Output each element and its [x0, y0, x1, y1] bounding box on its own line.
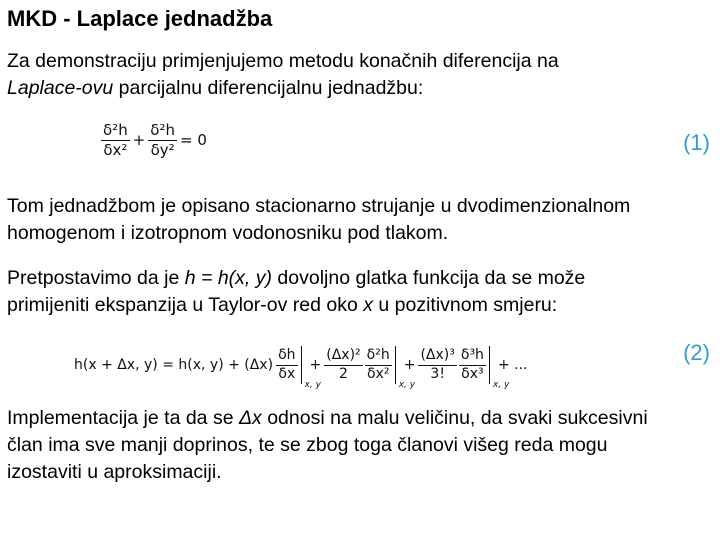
plus-sign: + — [132, 131, 146, 149]
equation-number-1: (1) — [683, 130, 710, 155]
laplace-equation — [100, 122, 209, 158]
implication-paragraph — [7, 405, 648, 486]
assumption-line-2: primijeniti ekspanzija u Taylor-ov red oko x u pozitivnom smjeru: — [7, 294, 558, 316]
eval-bar-2: x, y — [395, 346, 396, 384]
equals-zero: = 0 — [179, 131, 207, 149]
delta-x-italic: Δx — [238, 407, 262, 429]
intro-line-1: Za demonstraciju primjenjujemo metodu konačnih diferencija na — [7, 50, 559, 72]
assumption-line-1: Pretpostavimo da je h = h(x, y) dovoljno glatka funkcija da se može — [7, 267, 586, 289]
d3h-dx3-fraction: $\frac{\text{δ³h}}{\text{δx³}}$ — [460, 347, 484, 382]
eval-bar-1: x, y — [301, 346, 302, 384]
h-function-italic: h = h(x, y) — [184, 267, 273, 289]
d2h-dx2-fraction: $\frac{\text{δ²h}}{\text{δx²}}$ — [103, 121, 128, 159]
dh-dx-fraction: $\frac{\delta h}{\delta x}$ — [278, 347, 296, 382]
description-line-1: Tom jednadžbom je opisano stacionarno strujanje u dvodimenzionalnom — [7, 195, 631, 217]
implication-line-1: Implementacija je ta da se Δx odnosi na malu veličinu, da svaki sukcesivni — [7, 407, 648, 429]
laplace-italic: Laplace-ovu — [7, 77, 114, 99]
equation-number-2: (2) — [683, 340, 710, 365]
ellipsis: + ... — [497, 357, 528, 373]
implication-line-2: član ima sve manji doprinos, te se zbog toga članovi višeg reda mogu — [7, 434, 608, 456]
description-paragraph — [7, 193, 630, 247]
dx3-over-3fact-fraction: $\frac{\text{(Δx)³}}{3!}$ — [420, 347, 455, 382]
d2h-dx2-taylor-fraction: $\frac{\text{δ²h}}{\text{δx²}}$ — [366, 347, 390, 382]
assumption-paragraph — [7, 265, 585, 319]
intro-line-2 — [7, 75, 559, 102]
dx2-over-2-fraction: $\frac{\text{(Δx)²}}{2}$ — [326, 347, 361, 382]
slide-title: MKD - Laplace jednadžba — [7, 6, 273, 31]
taylor-equation: h(x + Δx, y) = h(x, y) + (Δx) $\frac{\delta h}{\delta x}$ x, y + $\frac{\text{(Δx)²}}{2}$ $\frac{\text{δ²h}}{\text{δx²}}$ x, y + $\frac{\text{(Δx)³}}{3!}$ $\frac{\text{δ³h}}{\text{δx³}}$ x, y + ... — [74, 347, 528, 390]
x-italic: x — [363, 294, 373, 316]
taylor-lhs: h(x + Δx, y) = h(x, y) + (Δx) — [74, 357, 274, 373]
eval-bar-3: x, y — [489, 346, 490, 384]
description-line-2: homogenom i izotropnom vodonosniku pod tlakom. — [7, 222, 449, 244]
d2h-dy2-fraction: $\frac{\text{δ²h}}{\text{δy²}}$ — [150, 121, 175, 159]
intro-paragraph — [7, 48, 559, 102]
implication-line-3: izostaviti u aproksimaciji. — [7, 461, 222, 483]
intro-line-2-rest: parcijalnu diferencijalnu jednadžbu: — [113, 77, 424, 99]
